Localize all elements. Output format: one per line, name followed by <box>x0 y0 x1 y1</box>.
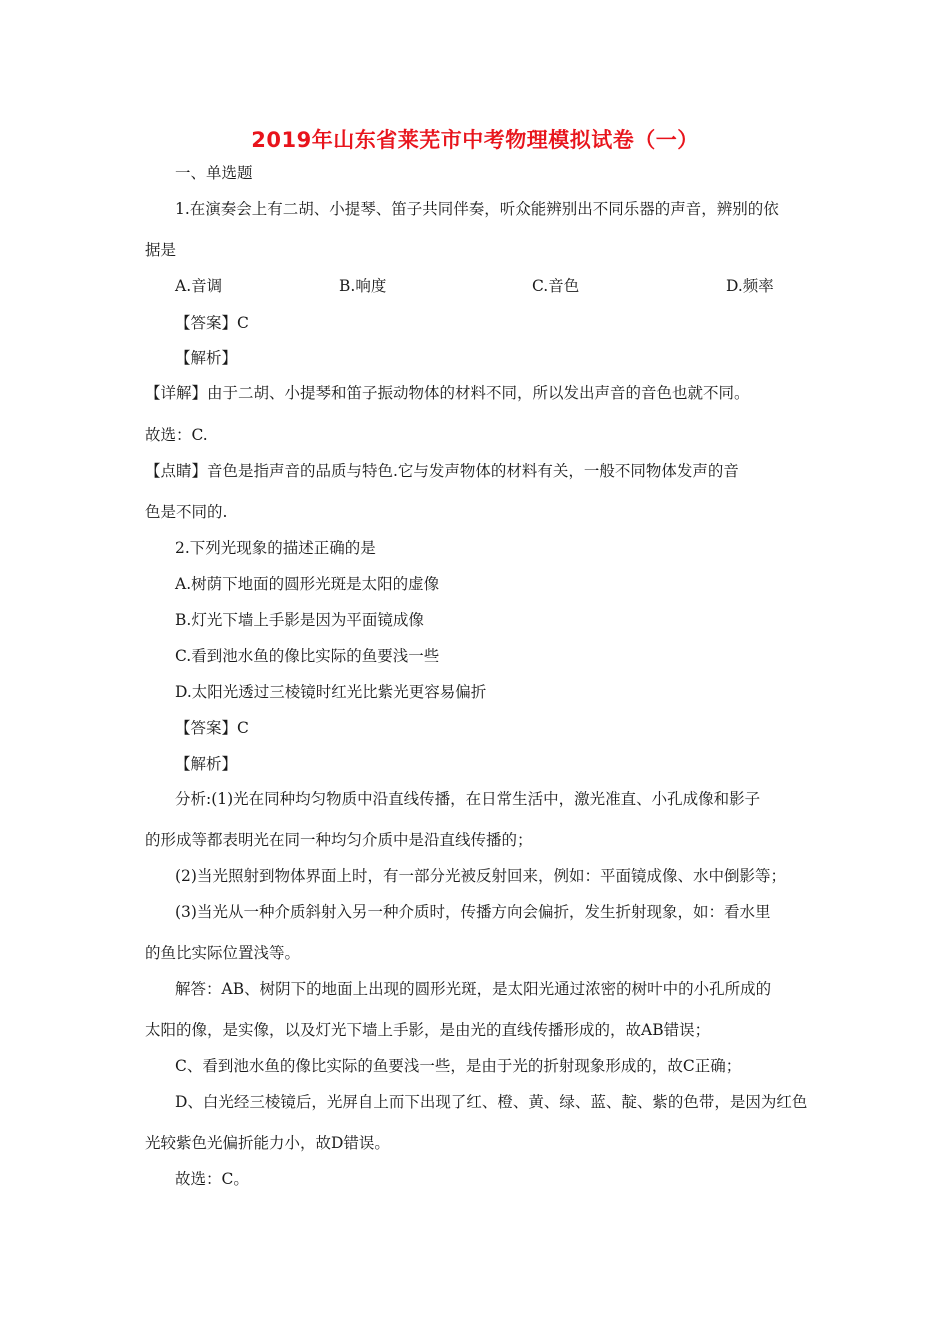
q2-analysis-line: (2)当光照射到物体界面上时，有一部分光被反射回来，例如：平面镜成像、水中倒影等； <box>175 867 786 885</box>
document-title: 2019年山东省莱芜市中考物理模拟试卷（一） <box>251 128 699 152</box>
q2-analysis-line: 光较紫色光偏折能力小，故D错误。 <box>145 1134 390 1152</box>
q1-option-c: C.音色 <box>532 277 580 295</box>
q2-answer: 【答案】C <box>175 719 249 737</box>
q1-stem-line-2: 据是 <box>145 241 177 259</box>
q2-stem: 2.下列光现象的描述正确的是 <box>175 539 376 557</box>
q2-analysis-line: 解答：AB、树阴下的地面上出现的圆形光斑，是太阳光通过浓密的树叶中的小孔所成的 <box>175 980 772 998</box>
q2-analysis-line: 分析:(1)光在同种均匀物质中沿直线传播，在日常生活中，激光准直、小孔成像和影子 <box>175 790 761 808</box>
q1-stem-line-1: 1.在演奏会上有二胡、小提琴、笛子共同伴奏，听众能辨别出不同乐器的声音，辨别的依 <box>175 200 779 218</box>
q1-option-d: D.频率 <box>726 277 774 295</box>
q2-analysis-line: C、看到池水鱼的像比实际的鱼要浅一些，是由于光的折射现象形成的，故C正确； <box>175 1057 742 1075</box>
q1-detail: 【详解】由于二胡、小提琴和笛子振动物体的材料不同，所以发出声音的音色也就不同。 <box>145 384 750 402</box>
q2-option-b: B.灯光下墙上手影是因为平面镜成像 <box>175 611 424 629</box>
q2-option-d: D.太阳光透过三棱镜时红光比紫光更容易偏折 <box>175 683 487 701</box>
q2-analysis-line: (3)当光从一种介质斜射入另一种介质时，传播方向会偏折，发生折射现象，如：看水里 <box>175 903 771 921</box>
q1-answer: 【答案】C <box>175 314 249 332</box>
q2-option-c: C.看到池水鱼的像比实际的鱼要浅一些 <box>175 647 440 665</box>
q2-choose: 故选：C。 <box>175 1170 249 1188</box>
q1-option-a: A.音调 <box>175 277 223 295</box>
q2-option-a: A.树荫下地面的圆形光斑是太阳的虚像 <box>175 575 440 593</box>
q1-tip-line-2: 色是不同的. <box>145 503 228 521</box>
q1-option-b: B.响度 <box>339 277 387 295</box>
q2-analysis-line: 太阳的像，是实像，以及灯光下墙上手影，是由光的直线传播形成的，故AB错误； <box>145 1021 711 1039</box>
q1-choose: 故选：C. <box>145 426 208 444</box>
q2-analysis-label: 【解析】 <box>175 755 238 773</box>
q2-analysis-line: 的鱼比实际位置浅等。 <box>145 944 301 962</box>
q2-analysis-line: 的形成等都表明光在同一种均匀介质中是沿直线传播的； <box>145 831 533 849</box>
section-heading: 一、单选题 <box>175 164 253 182</box>
q2-analysis-line: D、白光经三棱镜后，光屏自上而下出现了红、橙、黄、绿、蓝、靛、紫的色带，是因为红色 <box>175 1093 808 1111</box>
q1-tip-line-1: 【点睛】音色是指声音的品质与特色.它与发声物体的材料有关，一般不同物体发声的音 <box>145 462 739 480</box>
q1-analysis-label: 【解析】 <box>175 349 238 367</box>
